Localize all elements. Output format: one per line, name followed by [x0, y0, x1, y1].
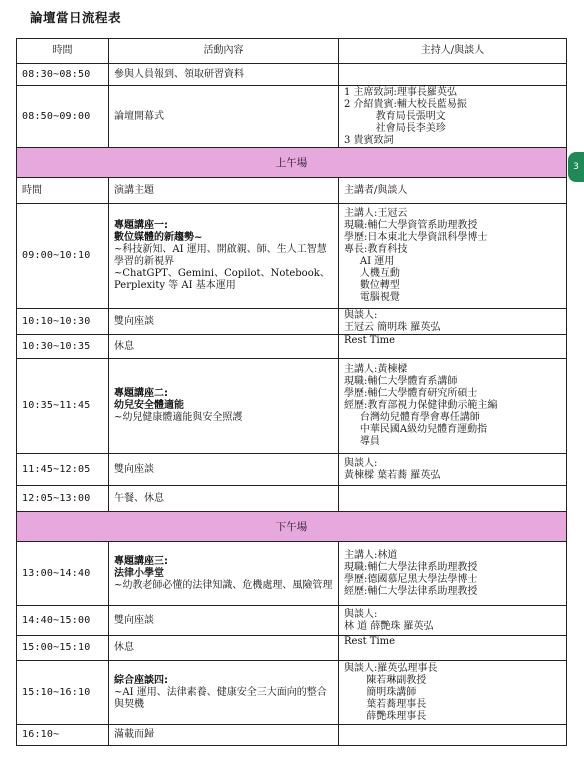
time-cell: 08:30~08:50 — [17, 64, 109, 86]
table-row — [17, 309, 567, 335]
table-row — [17, 486, 567, 512]
header-host: 主持人/與談人 — [339, 39, 567, 64]
time-cell: 10:10~10:30 — [17, 309, 109, 335]
table-row — [17, 64, 567, 86]
host-cell: 1 主席致詞:理事長羅英弘 2 介紹貴賓:輔大校長藍易振 教育局長張明文 社會局長李美珍 3 貴賓致詞 — [339, 86, 567, 148]
table-row — [17, 542, 567, 606]
table-row — [17, 661, 567, 725]
host-cell — [339, 64, 567, 86]
time-cell: 15:00~15:10 — [17, 636, 109, 661]
page-number-tab[interactable]: 3 — [568, 152, 584, 182]
section-label: 上午場 — [17, 148, 567, 178]
table-row — [17, 636, 567, 661]
table-row — [17, 454, 567, 486]
section-row-morning — [17, 148, 567, 178]
table-row — [17, 335, 567, 359]
time-cell: 15:10~16:10 — [17, 661, 109, 725]
host-cell — [339, 725, 567, 746]
section-label: 下午場 — [17, 512, 567, 542]
section-row-afternoon — [17, 512, 567, 542]
time-cell: 12:05~13:00 — [17, 486, 109, 512]
subheader-row — [17, 178, 567, 204]
table-row — [17, 606, 567, 636]
host-cell: 與談人: 黃棟樑 葉若蕎 羅英弘 — [339, 454, 567, 486]
activity-cell: 綜合座談四: ~AI 運用、法律素養、健康安全三大面向的整合與契機 — [109, 661, 339, 725]
time-cell: 13:00~14:40 — [17, 542, 109, 606]
activity-cell: 休息 — [109, 636, 339, 661]
host-cell: 主講人:王冠云 現職:輔仁大學資管系助理教授 學歷:日本東北大學資訊科學博士 專長:教育科技 AI 運用 人機互動 數位轉型 電腦視覺 — [339, 204, 567, 309]
host-cell: 與談人: 王冠云 簡明珠 羅英弘 — [339, 309, 567, 335]
activity-cell: 參與人員報到、領取研習資料 — [109, 64, 339, 86]
activity-cell: 專題講座二: 幼兒安全體適能 ~幼兒健康體適能與安全照護 — [109, 359, 339, 454]
host-cell: 主講人:林道 現職:輔仁大學法律系助理教授 學歷:德國慕尼黑大學法學博士 經歷:輔仁大學法律系助理教授 — [339, 542, 567, 606]
activity-cell: 雙向座談 — [109, 309, 339, 335]
subheader-time: 時間 — [17, 178, 109, 204]
page-title: 論壇當日流程表 — [30, 10, 122, 25]
host-cell — [339, 486, 567, 512]
activity-cell: 論壇開幕式 — [109, 86, 339, 148]
table-header-row — [17, 39, 567, 64]
table-row — [17, 359, 567, 454]
host-cell: 與談人:羅英弘理事長 陳若琳副教授 簡明珠講師 葉若蕎理事長 薛艷珠理事長 — [339, 661, 567, 725]
schedule-table — [16, 38, 567, 746]
time-cell: 11:45~12:05 — [17, 454, 109, 486]
time-cell: 16:10~ — [17, 725, 109, 746]
activity-cell: 雙向座談 — [109, 454, 339, 486]
activity-cell: 專題講座一: 數位媒體的新趨勢~ ~科技新知、AI 運用、開啟親、師、生人工智慧學習的新視界 ~ChatGPT、Gemini、Copilot、Notebook、Perplexity 等 AI 基本運用 — [109, 204, 339, 309]
host-cell: Rest Time — [339, 636, 567, 661]
time-cell: 14:40~15:00 — [17, 606, 109, 636]
time-cell: 10:30~10:35 — [17, 335, 109, 359]
host-cell: 與談人: 林 道 薛艷珠 羅英弘 — [339, 606, 567, 636]
activity-cell: 專題講座三: 法律小學堂 ~幼教老師必懂的法律知識、危機處理、風險管理 — [109, 542, 339, 606]
subheader-host: 主講者/與談人 — [339, 178, 567, 204]
header-time: 時間 — [17, 39, 109, 64]
header-activity: 活動內容 — [109, 39, 339, 64]
table-row — [17, 725, 567, 746]
table-row — [17, 86, 567, 148]
time-cell: 09:00~10:10 — [17, 204, 109, 309]
time-cell: 10:35~11:45 — [17, 359, 109, 454]
host-cell: Rest Time — [339, 335, 567, 359]
time-cell: 08:50~09:00 — [17, 86, 109, 148]
subheader-topic: 演講主題 — [109, 178, 339, 204]
activity-cell: 雙向座談 — [109, 606, 339, 636]
activity-cell: 午餐、休息 — [109, 486, 339, 512]
host-cell: 主講人:黃棟樑 現職:輔仁大學體育系講師 學歷:輔仁大學體育研究所碩士 經歷:教育部視力保健律動示範主編 台灣幼兒體育學會專任講師 中華民國A級幼兒體育運動指 導員 — [339, 359, 567, 454]
table-row — [17, 204, 567, 309]
activity-cell: 休息 — [109, 335, 339, 359]
activity-cell: 滿載而歸 — [109, 725, 339, 746]
